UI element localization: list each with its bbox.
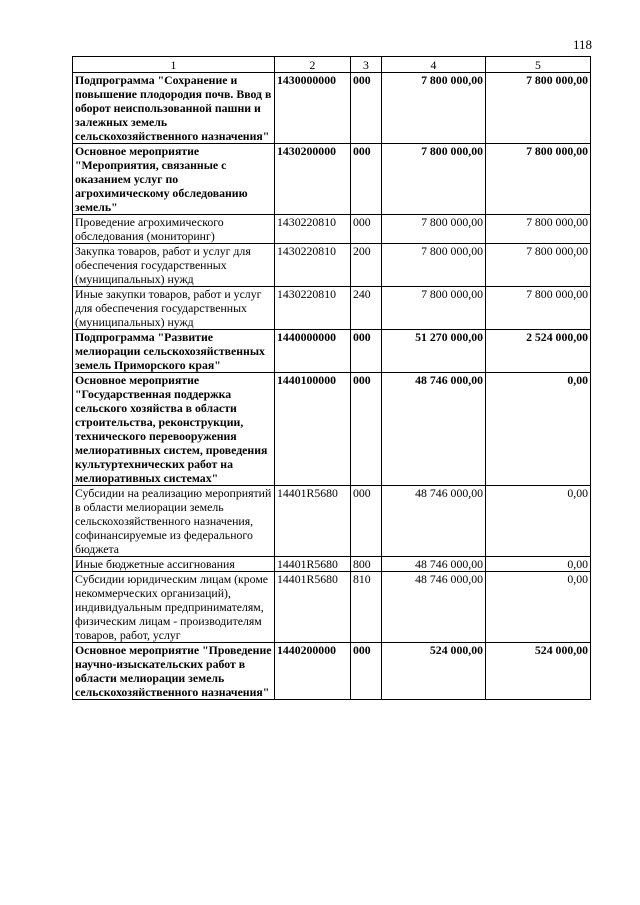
row-csr-code-cell: 1430000000 (275, 73, 351, 144)
column-header-name: 1 (73, 57, 275, 73)
row-name-cell: Иные бюджетные ассигнования (73, 557, 275, 572)
table-row (73, 73, 591, 144)
row-name-cell: Проведение агрохимического обследования (мониторинг) (73, 215, 275, 244)
row-name-cell: Подпрограмма "Развитие мелиорации сельскохозяйственных земель Приморского края" (73, 330, 275, 373)
row-csr-code-cell: 14401R5680 (275, 557, 351, 572)
row-vr-code-cell: 000 (351, 643, 382, 700)
row-name-cell: Субсидии юридическим лицам (кроме некоммерческих организаций), индивидуальным предпринимателям, физическим лицам - производителям товаров, работ, услуг (73, 572, 275, 643)
row-name-cell: Подпрограмма "Сохранение и повышение плодородия почв. Ввод в оборот неиспользованной пашни и залежных земель сельскохозяйственного назначения" (73, 73, 275, 144)
row-csr-code-cell: 1440000000 (275, 330, 351, 373)
column-header-sum-2: 5 (486, 57, 591, 73)
row-sum-1-cell: 7 800 000,00 (382, 287, 486, 330)
row-csr-code-cell: 1440200000 (275, 643, 351, 700)
row-vr-code-cell: 800 (351, 557, 382, 572)
row-vr-code-cell: 000 (351, 330, 382, 373)
row-sum-1-cell: 7 800 000,00 (382, 244, 486, 287)
row-vr-code-cell: 000 (351, 373, 382, 486)
row-sum-2-cell: 0,00 (486, 373, 591, 486)
row-name-cell: Субсидии на реализацию мероприятий в области мелиорации земель сельскохозяйственного назначения, софинансируемые из федерального бюджета (73, 486, 275, 557)
row-csr-code-cell: 14401R5680 (275, 572, 351, 643)
row-sum-1-cell: 51 270 000,00 (382, 330, 486, 373)
row-sum-2-cell: 7 800 000,00 (486, 215, 591, 244)
column-header-csr: 2 (275, 57, 351, 73)
row-vr-code-cell: 000 (351, 215, 382, 244)
row-sum-2-cell: 0,00 (486, 486, 591, 557)
row-csr-code-cell: 1430200000 (275, 144, 351, 215)
row-name-cell: Основное мероприятие "Проведение научно-изыскательских работ в области мелиорации земель сельскохозяйственного назначения" (73, 643, 275, 700)
table-row (73, 215, 591, 244)
row-name-cell: Основное мероприятие "Государственная поддержка сельского хозяйства в области строительства, реконструкции, технического перевооружения мелиоративных систем, проведения культуртехнических работ на мелиоративных системах" (73, 373, 275, 486)
row-sum-1-cell: 7 800 000,00 (382, 73, 486, 144)
column-header-sum-1: 4 (382, 57, 486, 73)
row-vr-code-cell: 000 (351, 73, 382, 144)
row-csr-code-cell: 1430220810 (275, 287, 351, 330)
row-sum-2-cell: 7 800 000,00 (486, 144, 591, 215)
row-sum-1-cell: 48 746 000,00 (382, 557, 486, 572)
column-header-vr: 3 (351, 57, 382, 73)
row-csr-code-cell: 1430220810 (275, 244, 351, 287)
row-sum-1-cell: 524 000,00 (382, 643, 486, 700)
table-row (73, 486, 591, 557)
row-name-cell: Основное мероприятие "Мероприятия, связанные с оказанием услуг по агрохимическому обследованию земель" (73, 144, 275, 215)
table-header-row (73, 57, 591, 73)
table-row (73, 144, 591, 215)
row-vr-code-cell: 240 (351, 287, 382, 330)
row-csr-code-cell: 1440100000 (275, 373, 351, 486)
table-row (73, 373, 591, 486)
page-number: 118 (572, 37, 592, 52)
table-row (73, 244, 591, 287)
row-sum-2-cell: 2 524 000,00 (486, 330, 591, 373)
row-csr-code-cell: 1430220810 (275, 215, 351, 244)
row-sum-2-cell: 0,00 (486, 557, 591, 572)
table-row (73, 643, 591, 700)
row-sum-1-cell: 7 800 000,00 (382, 215, 486, 244)
row-vr-code-cell: 000 (351, 486, 382, 557)
table-row (73, 330, 591, 373)
table-row (73, 287, 591, 330)
row-vr-code-cell: 200 (351, 244, 382, 287)
table-row (73, 557, 591, 572)
row-sum-2-cell: 524 000,00 (486, 643, 591, 700)
row-sum-1-cell: 48 746 000,00 (382, 373, 486, 486)
row-sum-1-cell: 48 746 000,00 (382, 572, 486, 643)
row-sum-1-cell: 48 746 000,00 (382, 486, 486, 557)
row-sum-2-cell: 0,00 (486, 572, 591, 643)
row-name-cell: Закупка товаров, работ и услуг для обеспечения государственных (муниципальных) нужд (73, 244, 275, 287)
row-csr-code-cell: 14401R5680 (275, 486, 351, 557)
row-name-cell: Иные закупки товаров, работ и услуг для обеспечения государственных (муниципальных) нужд (73, 287, 275, 330)
table-body (73, 73, 591, 700)
row-vr-code-cell: 000 (351, 144, 382, 215)
row-sum-2-cell: 7 800 000,00 (486, 73, 591, 144)
row-sum-2-cell: 7 800 000,00 (486, 287, 591, 330)
budget-table (72, 56, 591, 700)
row-vr-code-cell: 810 (351, 572, 382, 643)
row-sum-1-cell: 7 800 000,00 (382, 144, 486, 215)
row-sum-2-cell: 7 800 000,00 (486, 244, 591, 287)
table-row (73, 572, 591, 643)
